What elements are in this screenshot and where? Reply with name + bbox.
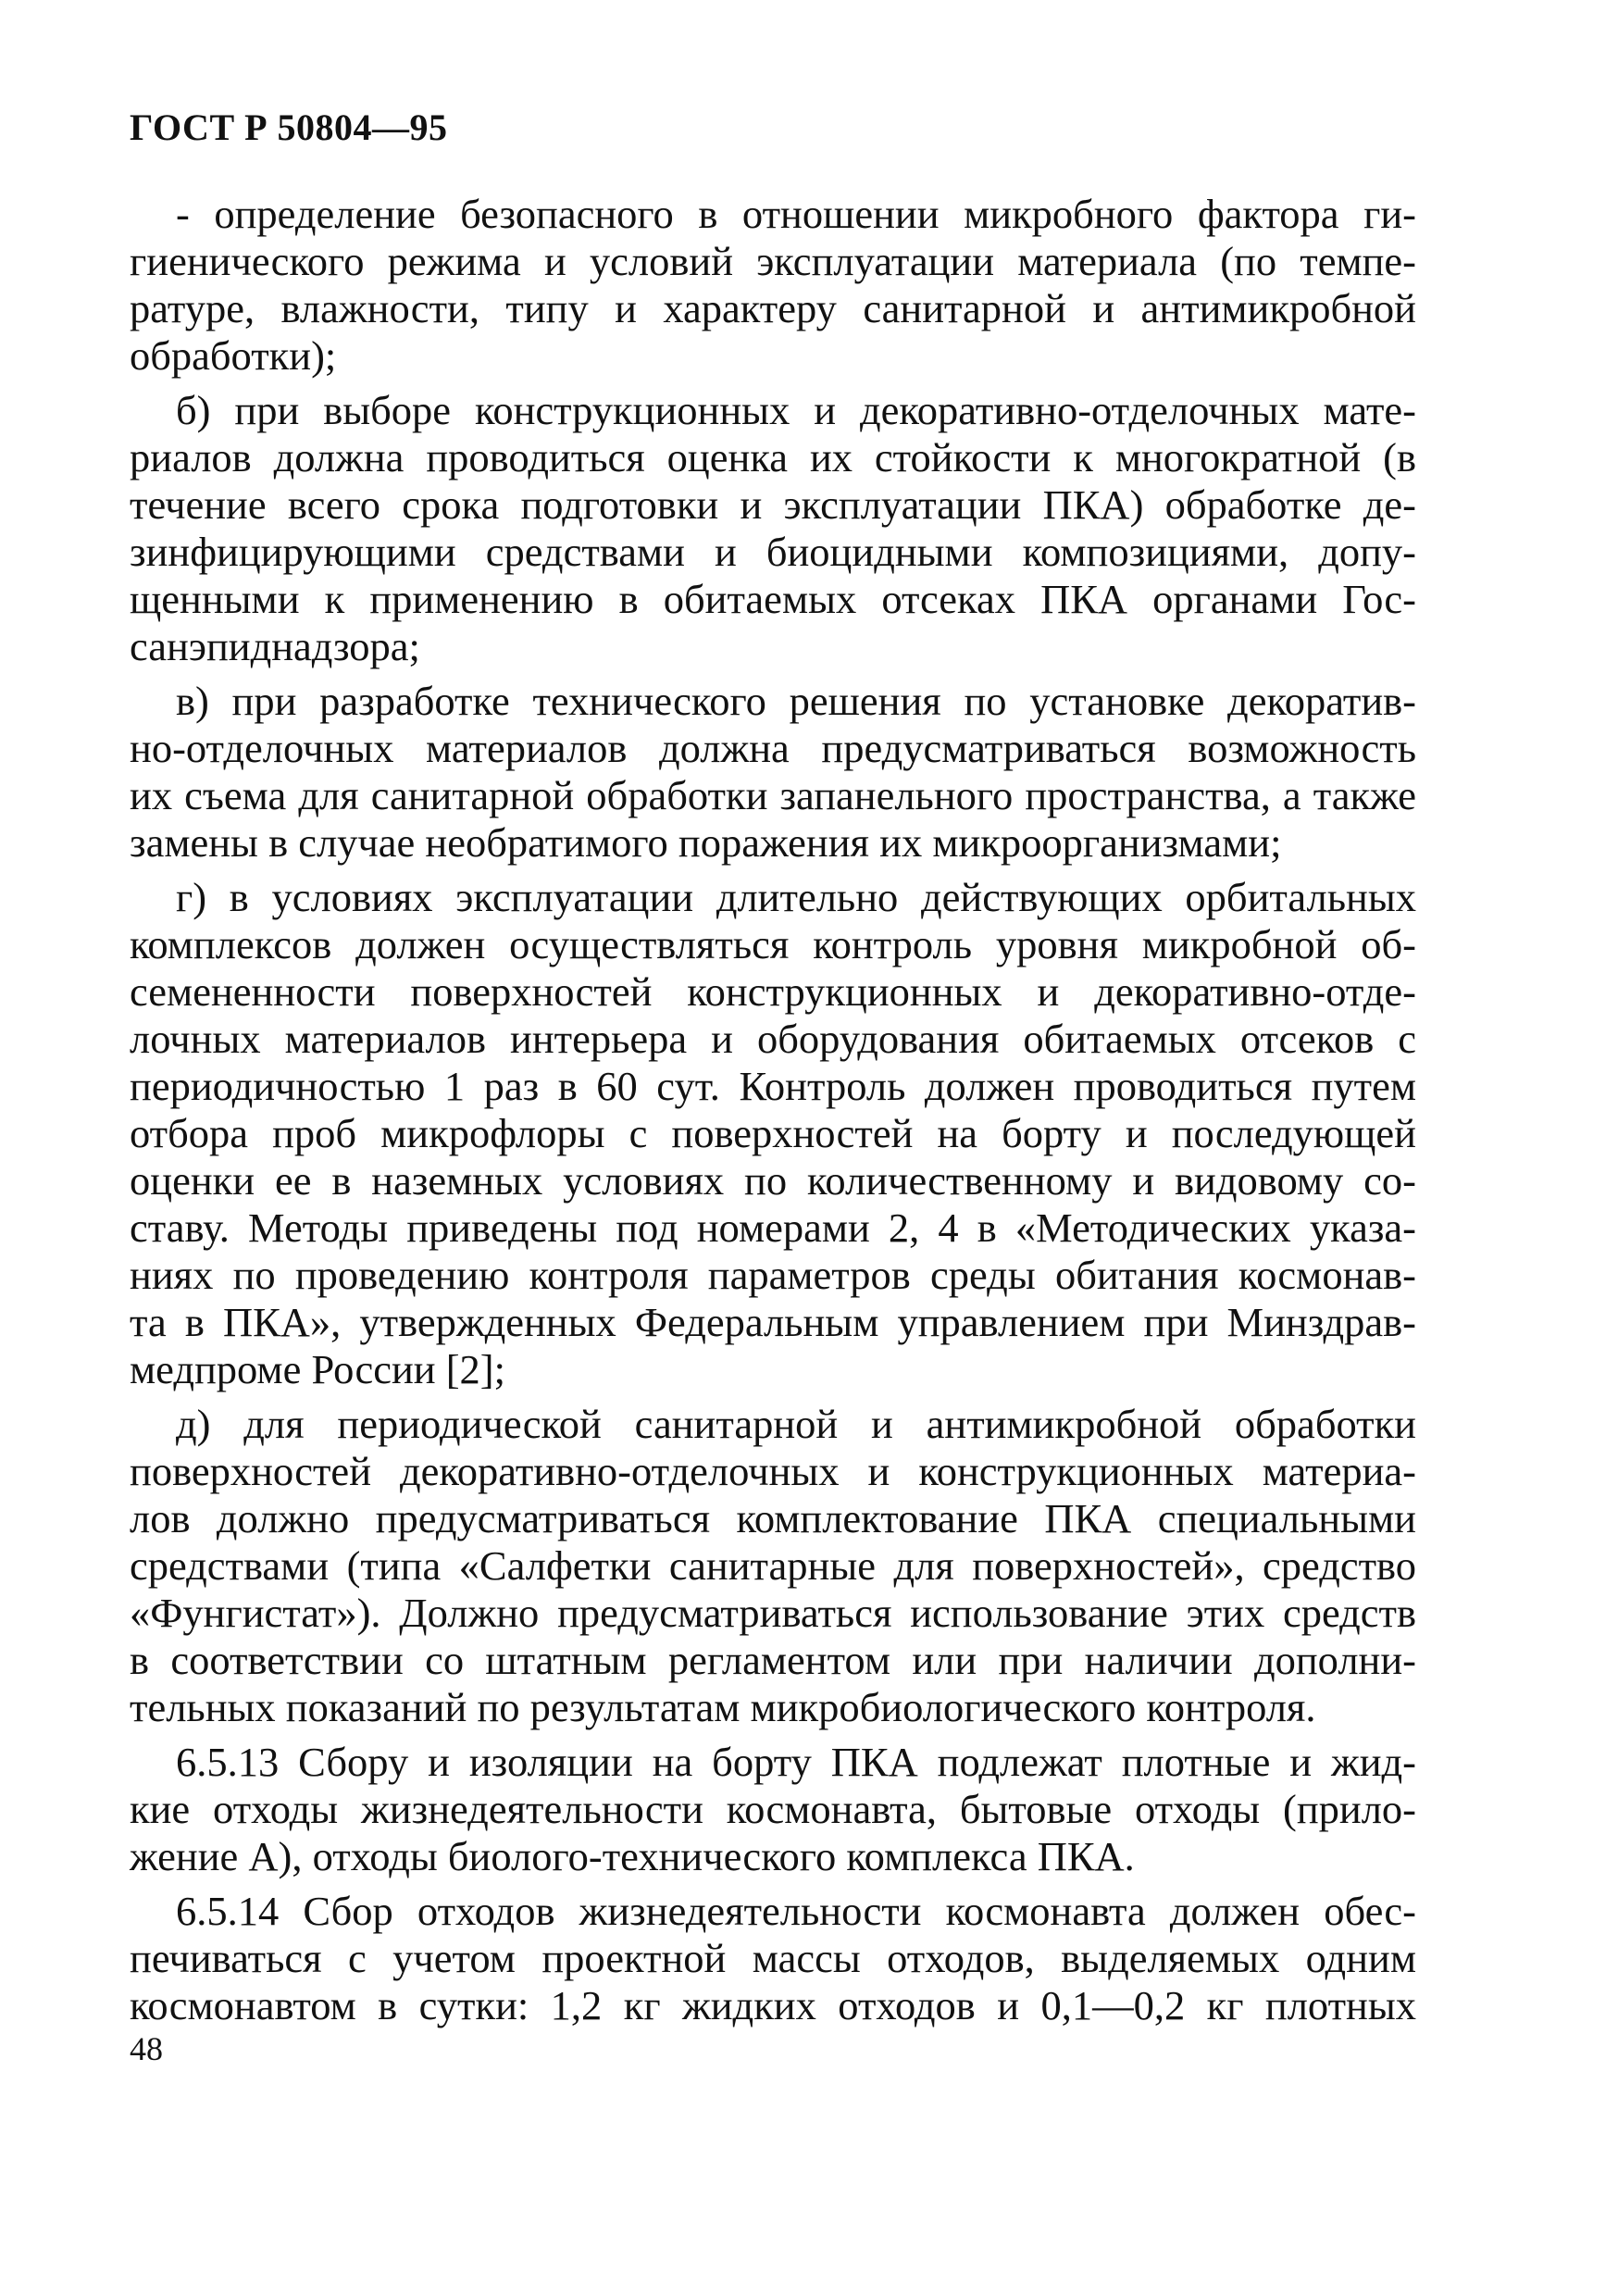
text-line: поверхностей декоративно-отделочных и конструкционных материа- xyxy=(130,1448,1416,1494)
text-line: но-отделочных материалов должна предусматриваться возможность xyxy=(130,725,1416,771)
paragraph-b-materials-resistance xyxy=(130,387,1416,670)
clause-6-5-13 xyxy=(130,1739,1416,1880)
text-line: ставу. Методы приведены под номерами 2, 4 в «Методических указа- xyxy=(130,1204,1416,1251)
text-line: медпроме России [2]; xyxy=(130,1346,505,1392)
text-line: течение всего срока подготовки и эксплуатации ПКА) обработке де- xyxy=(130,481,1416,528)
text-line: г) в условиях эксплуатации длительно действующих орбитальных xyxy=(176,874,1416,920)
text-line: - определение безопасного в отношении микробного фактора ги- xyxy=(176,191,1416,237)
text-line: в) при разработке технического решения по установке декоратив- xyxy=(176,678,1416,724)
page-number: 48 xyxy=(130,2030,163,2067)
text-line: щенными к применению в обитаемых отсеках ПКА органами Гос- xyxy=(130,576,1416,622)
text-line: жение А), отходы биолого-технического комплекса ПКА. xyxy=(130,1833,1135,1879)
text-line: их съема для санитарной обработки запанельного пространства, а также xyxy=(130,772,1416,818)
text-line: «Фунгистат»). Должно предусматриваться использование этих средств xyxy=(130,1590,1416,1636)
text-line: лов должно предусматриваться комплектование ПКА специальными xyxy=(130,1495,1416,1541)
paragraph-d-sanitary-means xyxy=(130,1401,1416,1731)
text-line: санэпиднадзора; xyxy=(130,623,420,669)
text-line: комплексов должен осуществляться контроль уровня микробной об- xyxy=(130,921,1416,967)
clause-6-5-14 xyxy=(130,1888,1416,2029)
text-line: периодичностью 1 раз в 60 сут. Контроль должен проводиться путем xyxy=(130,1063,1416,1109)
document-code-header: ГОСТ Р 50804—95 xyxy=(130,106,448,148)
text-line: обработки); xyxy=(130,332,337,379)
text-line: оценки ее в наземных условиях по количественному и видовому со- xyxy=(130,1157,1416,1204)
text-line: б) при выборе конструкционных и декоративно-отделочных мате- xyxy=(176,387,1416,433)
document-body xyxy=(130,191,1416,2029)
text-line: та в ПКА», утвержденных Федеральным управлением при Минздрав- xyxy=(130,1299,1416,1345)
paragraph-hygiene-regime xyxy=(130,191,1416,380)
text-line: д) для периодической санитарной и антимикробной обработки xyxy=(176,1401,1416,1447)
text-line: космонавтом в сутки: 1,2 кг жидких отходов и 0,1—0,2 кг плотных xyxy=(130,1982,1416,2028)
text-line: тельных показаний по результатам микробиологического контроля. xyxy=(130,1684,1316,1730)
text-line: риалов должна проводиться оценка их стойкости к многократной (в xyxy=(130,434,1416,480)
text-line: замены в случае необратимого поражения их микроорганизмами; xyxy=(130,819,1282,866)
text-line: гиенического режима и условий эксплуатации материала (по темпе- xyxy=(130,238,1416,284)
text-line: 6.5.13 Сбору и изоляции на борту ПКА подлежат плотные и жид- xyxy=(176,1739,1416,1785)
text-line: отбора проб микрофлоры с поверхностей на борту и последующей xyxy=(130,1110,1416,1156)
text-line: средствами (типа «Салфетки санитарные для поверхностей», средство xyxy=(130,1542,1416,1589)
paragraph-v-removal xyxy=(130,678,1416,867)
text-line: лочных материалов интерьера и оборудования обитаемых отсеков с xyxy=(130,1016,1416,1062)
text-line: в соответствии со штатным регламентом или при наличии дополни- xyxy=(130,1637,1416,1683)
text-line: семененности поверхностей конструкционных и декоративно-отде- xyxy=(130,968,1416,1015)
paragraph-g-monitoring xyxy=(130,874,1416,1393)
text-line: ниях по проведению контроля параметров среды обитания космонав- xyxy=(130,1252,1416,1298)
text-line: печиваться с учетом проектной массы отходов, выделяемых одним xyxy=(130,1935,1416,1981)
text-line: ратуре, влажности, типу и характеру санитарной и антимикробной xyxy=(130,285,1416,331)
text-line: зинфицирующими средствами и биоцидными композициями, допу- xyxy=(130,529,1416,575)
text-line: кие отходы жизнедеятельности космонавта, бытовые отходы (прило- xyxy=(130,1786,1416,1832)
text-line: 6.5.14 Сбор отходов жизнедеятельности космонавта должен обес- xyxy=(176,1888,1416,1934)
